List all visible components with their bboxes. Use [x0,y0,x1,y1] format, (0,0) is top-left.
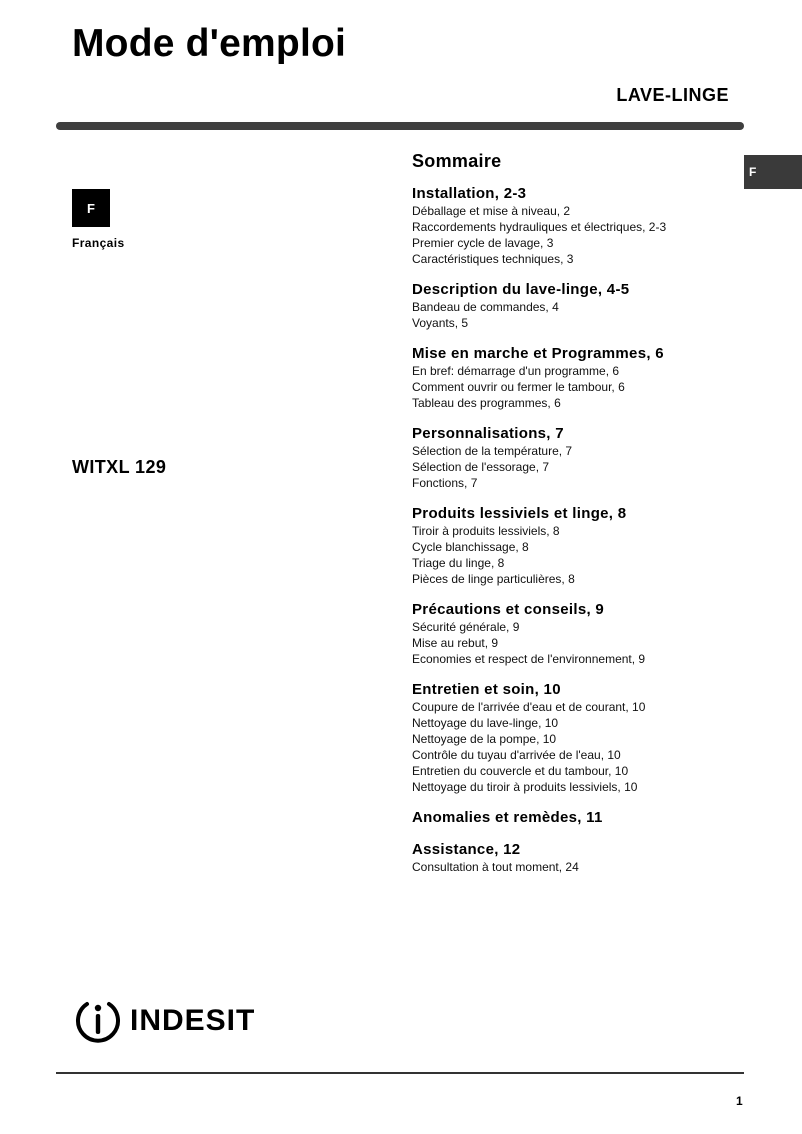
toc-section [412,185,742,267]
toc-section [412,809,742,827]
language-badge: F [72,189,110,227]
toc-item: Economies et respect de l'environnement, 9 [412,652,646,666]
toc-section [412,681,742,795]
toc-item: Nettoyage du tiroir à produits lessiviels, 10 [412,780,638,794]
product-type: LAVE-LINGE [616,85,729,105]
toc-item: Bandeau de commandes, 4 [412,300,559,314]
toc-item: Premier cycle de lavage, 3 [412,236,554,250]
toc-section [412,345,742,411]
toc-item: Entretien du couvercle et du tambour, 10 [412,764,629,778]
toc-item: Raccordements hydrauliques et électriques, 2-3 [412,220,667,234]
table-of-contents [412,150,742,889]
toc-item: Tiroir à produits lessiviels, 8 [412,524,560,538]
toc-item: Coupure de l'arrivée d'eau et de courant, 10 [412,700,646,714]
toc-section-title: Description du lave-linge, 4-5 [412,281,630,298]
toc-item: Pièces de linge particulières, 8 [412,572,575,586]
toc-section-title: Entretien et soin, 10 [412,681,561,698]
toc-item: Tableau des programmes, 6 [412,396,561,410]
footer-divider [56,1072,744,1074]
toc-section [412,841,742,875]
toc-section-title: Produits lessiviels et linge, 8 [412,505,627,522]
toc-section-title: Anomalies et remèdes, 11 [412,809,603,826]
toc-item: En bref: démarrage d'un programme, 6 [412,364,620,378]
toc-item: Caractéristiques techniques, 3 [412,252,574,266]
language-side-tab: F [744,155,802,189]
toc-section-title: Installation, 2-3 [412,185,527,202]
brand-logo [72,996,255,1046]
toc-item: Mise au rebut, 9 [412,636,499,650]
toc-sections [412,185,742,875]
page-number: 1 [736,1094,743,1108]
brand-name: INDESIT [130,1004,256,1037]
toc-item: Sécurité générale, 9 [412,620,520,634]
toc-item: Consultation à tout moment, 24 [412,860,579,874]
toc-section [412,281,742,331]
toc-section [412,601,742,667]
toc-item: Fonctions, 7 [412,476,478,490]
toc-item: Comment ouvrir ou fermer le tambour, 6 [412,380,625,394]
toc-section [412,425,742,491]
toc-item: Nettoyage de la pompe, 10 [412,732,557,746]
toc-item: Contrôle du tuyau d'arrivée de l'eau, 10 [412,748,621,762]
model-number: WITXL 129 [72,457,167,477]
toc-item: Nettoyage du lave-linge, 10 [412,716,559,730]
toc-item: Sélection de l'essorage, 7 [412,460,550,474]
toc-heading: Sommaire [412,151,502,171]
toc-section-title: Personnalisations, 7 [412,425,564,442]
toc-item: Cycle blanchissage, 8 [412,540,529,554]
header-divider [56,122,744,130]
toc-item: Déballage et mise à niveau, 2 [412,204,571,218]
toc-item: Triage du linge, 8 [412,556,505,570]
toc-section-title: Précautions et conseils, 9 [412,601,605,618]
toc-item: Voyants, 5 [412,316,469,330]
toc-section-title: Assistance, 12 [412,841,521,858]
document-title: Mode d'emploi [72,22,347,65]
toc-section [412,505,742,587]
language-label: Français [72,236,125,250]
toc-section-title: Mise en marche et Programmes, 6 [412,345,664,362]
indesit-power-icon [72,996,124,1046]
toc-item: Sélection de la température, 7 [412,444,573,458]
